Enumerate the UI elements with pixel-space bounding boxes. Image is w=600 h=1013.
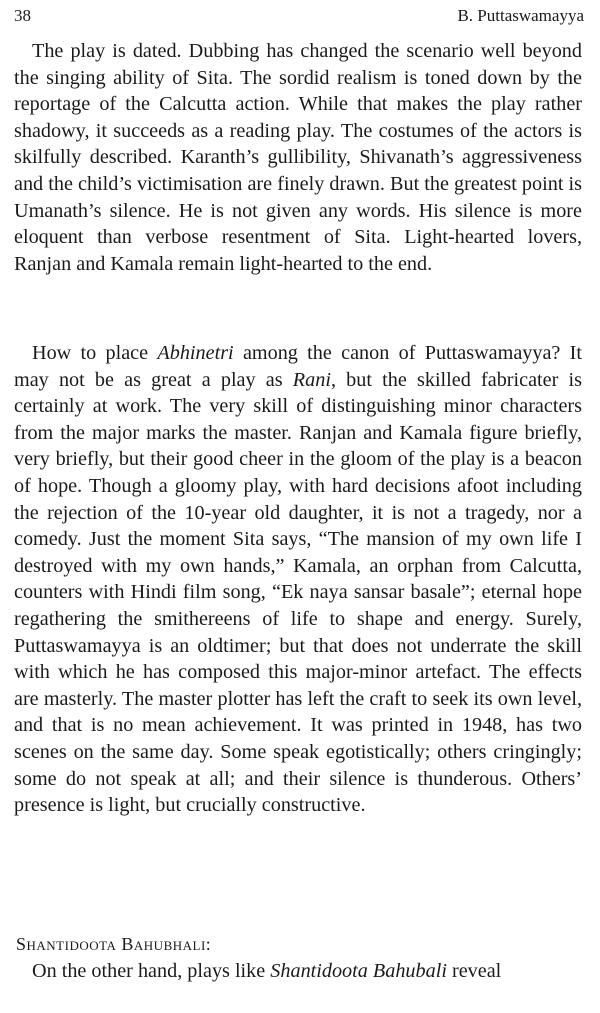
paragraph-3-start: On the other hand, plays like: [32, 960, 271, 982]
section-heading: Shantidoota Bahubhali:: [16, 934, 212, 954]
paragraph-2: [14, 340, 582, 819]
paragraph-2-text: [14, 340, 582, 819]
paragraph-3-text: [14, 958, 582, 985]
running-title: B. Puttaswamayya: [457, 6, 584, 25]
paragraph-1-text: The play is dated. Dubbing has changed the scenario well beyond the singing ability of Sita. The sordid realism is toned down by the reportage of the Calcutta action. While that makes the play rather shadowy, it succeeds as a reading play. The costumes of the actors is skilfully described. Karanth’s gullibility, Shivanath’s aggressiveness and the child’s victimisation are finely drawn. But the greatest point is Umanath’s silence. He is not given any words. His silence is more eloquent than verbose resentment of Sita. Light-hearted lovers, Ranjan and Kamala remain light-hearted to the end.: [14, 40, 582, 275]
paragraph-2-mid: among the canon of Puttaswamayya? It may not be as great a play as: [14, 342, 583, 391]
play-title-shantidoota-bahubali: Shantidoota Bahubali: [270, 960, 447, 982]
paragraph-3: [14, 958, 582, 985]
paragraph-3-end: reveal: [446, 960, 502, 982]
paragraph-2-end: , but the skilled fabricater is certainly at work. The very skill of distinguishing minor characters from the major marks the master. Ranjan and Kamala figure briefly, very briefly, but their good cheer in the gloom of the play is a beacon of hope. Though a gloomy play, with hard decisions afoot including the rejection of the 10-year old daughter, it is not a tragedy, nor a comedy. Just the moment Sita says, “The mansion of my own life I destroyed with my own hands,” Kamala, an orphan from Calcutta, counters with Hindi film song, “Ek naya sansar basale”; eternal hope regathering the smithereens of life to shape and energy. Surely, Puttaswamayya is an oldtimer; but that does not underrate the skill with which he has composed this major-minor artefact. The effects are masterly. The master plotter has left the craft to seek its own level, and that is no mean achievement. It was printed in 1948, has two scenes on the same day. Some speak egotistically; others cringingly; some do not speak at all; and their silence is thunderous. Others’ presence is light, but crucially constructive.: [14, 368, 582, 817]
running-head: [14, 6, 584, 28]
play-title-abhinetri: Abhinetri: [157, 342, 234, 364]
page-number: 38: [14, 6, 31, 25]
paragraph-2-start: How to place: [32, 342, 158, 364]
play-title-rani: Rani: [292, 368, 331, 391]
paragraph-1: [14, 38, 582, 277]
